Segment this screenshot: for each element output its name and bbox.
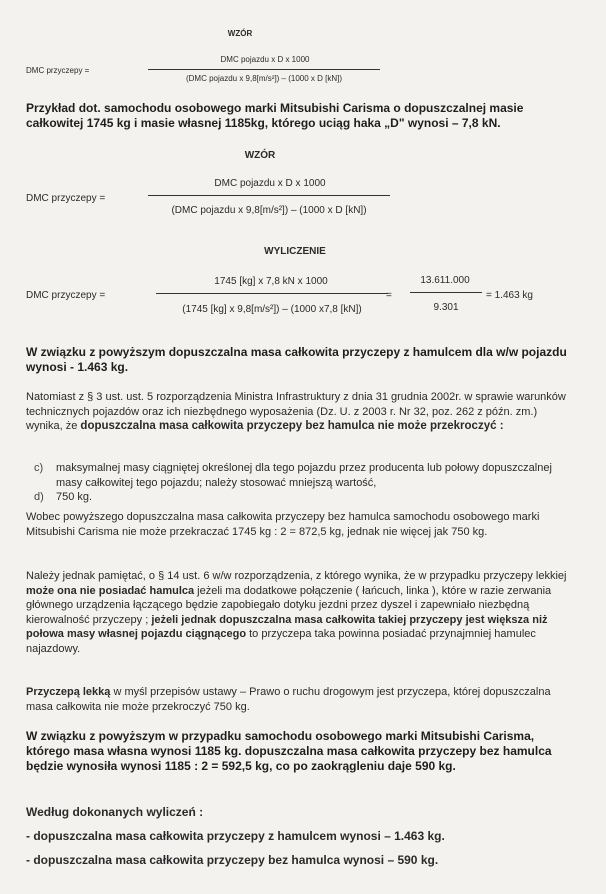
calculation-result: = 1.463 kg: [486, 290, 533, 301]
calculation-fraction-line: [156, 293, 388, 294]
list-item-d: 750 kg.: [56, 491, 93, 503]
calculation-title: WYLICZENIE: [264, 246, 326, 257]
nalezy-paragraph: [26, 569, 576, 656]
top-formula-title: WZÓR: [227, 29, 253, 38]
conclusion-no-brake: W związku z powyższym w przypadku samochodu osobowego marki Mitsubishi Carisma, którego masa własna wynosi 1185 kg. dopuszczalna masa całkowita przyczepy bez hamulca będzie wynosiła wynosi 1185 : 2 = 592,5 kg, co po zaokrągleniu daje 590 kg.: [26, 729, 552, 773]
top-formula-fraction-line: [148, 69, 380, 70]
lekka-bold: Przyczepą lekką: [26, 686, 111, 698]
list-item-c: maksymalnej masy ciągniętej określonej dla tego pojazdu przez producenta lub połowy dopuszczalnej masy całkowitej tego pojazdu; należy stosować mniejszą wartość,: [56, 462, 552, 489]
example-intro: Przykład dot. samochodu osobowego marki Mitsubishi Carisma o dopuszczalnej masie całkowitej 1745 kg i masie własnej 1185kg, którego uciąg haka „D" wynosi – 7,8 kN.: [26, 101, 524, 130]
summary-title: Według dokonanych wyliczeń :: [26, 805, 204, 819]
list-marker-c: c): [34, 462, 44, 474]
calculation-numerator: 1745 [kg] x 7,8 kN x 1000: [214, 276, 328, 287]
lekka-paragraph: [26, 685, 576, 714]
formula-denominator: (DMC pojazdu x 9,8[m/s²]) – (1000 x D [kN]): [171, 205, 367, 216]
list-marker-d: d): [34, 491, 44, 503]
top-formula-lhs: DMC przyczepy =: [26, 66, 90, 75]
calculation-fraction-line-2: [410, 292, 482, 293]
calculation-numerator-result: 13.611.000: [420, 275, 470, 286]
calculation-lhs: DMC przyczepy =: [26, 290, 106, 301]
conclusion-brake: W związku z powyższym dopuszczalna masa całkowita przyczepy z hamulcem dla w/w pojazdu wynosi - 1.463 kg.: [26, 345, 567, 374]
formula-fraction-line: [148, 195, 390, 196]
top-formula-numerator: DMC pojazdu x D x 1000: [220, 55, 310, 64]
calculation-denominator-result: 9.301: [433, 302, 459, 313]
summary-line-no-brake: - dopuszczalna masa całkowita przyczepy bez hamulca wynosi – 590 kg.: [26, 853, 439, 867]
regulation-paragraph: [26, 390, 576, 434]
nalezy-text-3: to przyczepa taka powinna posiadać przynajmniej hamulec najazdowy.: [26, 628, 536, 655]
formula-lhs: DMC przyczepy =: [26, 193, 106, 204]
summary-line-brake: - dopuszczalna masa całkowita przyczepy z hamulcem wynosi – 1.463 kg.: [26, 829, 445, 843]
calculation-denominator: (1745 [kg] x 9,8[m/s²]) – (1000 x7,8 [kN]): [182, 304, 362, 315]
top-formula-denominator: (DMC pojazdu x 9,8[m/s²]) – (1000 x D [kN]): [185, 74, 343, 83]
regulation-text: Natomiast z § 3 ust. ust. 5 rozporządzenia Ministra Infrastruktury z dnia 31 grudnia 2002r. w sprawie warunków technicznych pojazdów oraz ich niezbędnego wyposażenia (Dz. U. z 2003 r. Nr 32, poz. 262 z późn. zm.) wynika, że: [26, 391, 566, 432]
regulation-bold-text: dopuszczalna masa całkowita przyczepy bez hamulca nie może przekroczyć :: [80, 420, 504, 432]
nalezy-bold-2: jeżeli jednak dopuszczalna masa całkowita takiej przyczepy jest większa niż połowa masy własnej pojazdu ciągnącego: [26, 613, 548, 640]
nalezy-text-1: Należy jednak pamiętać, o § 14 ust. 6 w/w rozporządzenia, z którego wynika, że w przypadku przyczepy lekkiej: [26, 570, 567, 582]
formula-title: WZÓR: [244, 150, 276, 161]
calculation-equals: =: [386, 290, 392, 301]
lekka-text: w myśl przepisów ustawy – Prawo o ruchu drogowym jest przyczepa, której dopuszczalna masa całkowita nie może przekroczyć 750 kg.: [26, 686, 551, 713]
nalezy-bold-1: może ona nie posiadać hamulca: [26, 584, 195, 597]
nalezy-text-2: jeżeli ma dodatkowe połączenie ( łańcuch, linka ), które w razie zerwania głównego urządzenia łączącego będzie zapobiegało dotyku jezdni przez dyszel i zapewniało niezbędną kierowalność przyczepy ;: [26, 584, 552, 626]
formula-numerator: DMC pojazdu x D x 1000: [214, 178, 326, 189]
wobec-paragraph: Wobec powyższego dopuszczalna masa całkowita przyczepy bez hamulca samochodu osobowego marki Mitsubishi Carisma nie może przekraczać 1745 kg : 2 = 872,5 kg, jednak nie więcej jak 750 kg.: [26, 511, 540, 538]
